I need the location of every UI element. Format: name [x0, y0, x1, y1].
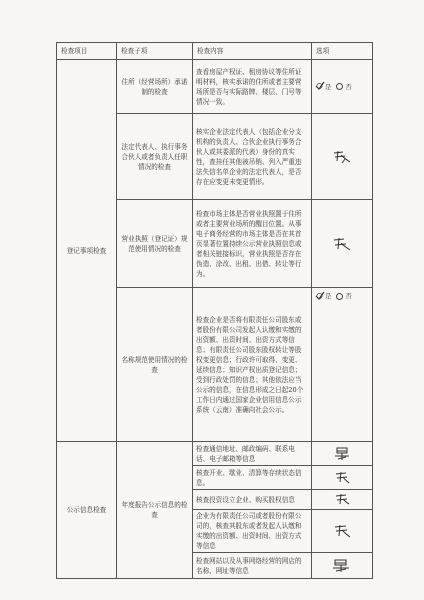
- checkmark-icon: [317, 294, 323, 299]
- inspection-form-table: [56, 42, 373, 579]
- option-yes-label: 是: [325, 292, 332, 300]
- option-no-label: 否: [345, 82, 352, 91]
- section-public-info-item: 公示信息检查: [57, 442, 117, 579]
- subitem-cell: 营业执照（登记证）规范使用情况的检查: [117, 200, 193, 288]
- handwritten-signature-icon: [333, 471, 351, 485]
- content-cell: 核查开业、歇业、清算等存续状态信息。: [193, 466, 312, 490]
- table-row: [57, 60, 373, 114]
- handwritten-signature-icon: [331, 558, 353, 574]
- handwritten-signature-icon: [332, 523, 352, 539]
- option-cell: [312, 200, 373, 288]
- handwritten-signature-icon: [333, 493, 351, 506]
- content-cell: 查看房屋产权证、租房协议等住所证明材料，核实承诺的住所或者主要营场所是否与实际路牌、楼层、门号等情况一致。: [193, 60, 312, 114]
- handwritten-signature-icon: [333, 446, 351, 462]
- option-cell: [312, 553, 373, 579]
- checkmark-icon: [317, 84, 323, 89]
- option-cell: [312, 60, 373, 114]
- header-inspection-item: 检查项目: [57, 43, 117, 60]
- content-cell: 检查通信地址、邮政编码、联系电话、电子邮箱等信息: [193, 442, 312, 466]
- header-inspection-subitem: 检查子项: [117, 43, 193, 60]
- content-cell: 检查网站以及从事网络经营的网店的名称、网址等信息: [193, 553, 312, 579]
- table-row: [57, 442, 373, 466]
- option-cell: [312, 114, 373, 200]
- handwritten-signature-icon: [331, 236, 353, 252]
- option-cell: [312, 288, 373, 442]
- subitem-cell: 法定代表人、执行事务合伙人或者负责人任职情况的检查: [117, 114, 193, 200]
- section-registration-item: 登记事项检查: [57, 60, 117, 442]
- yes-no-option: [317, 291, 369, 301]
- content-cell: 核查投资设立企业、购买股权信息: [193, 490, 312, 510]
- header-option: 选项: [312, 43, 373, 60]
- header-inspection-content: 检查内容: [193, 43, 312, 60]
- subitem-cell: 名称规范使用情况的检查: [117, 288, 193, 442]
- content-cell: 核实企业法定代表人（包括企业分支机构的负责人、合伙企业执行事务合伙人或其委派的代表）身份的真实性，查挂任其他被吊销、列入严重违法失信名单企业的法定代表人，是否存在应变更未变更情形。: [193, 114, 312, 200]
- option-no-label: 否: [345, 292, 352, 300]
- subitem-cell: 年度报告公示信息的检查: [117, 442, 193, 579]
- option-cell: [312, 442, 373, 466]
- content-cell: 检查企业是否将有限责任公司股东或者股份有限公司发起人认缴和实缴的出资额、出资时间、出资方式等信息；有限责任公司股东股权转让等股权变更信息；行政许可取得、变更、延续信息；知识产权出质登记信息；受到行政处罚的信息；其他依法应当公示的信息，在信息形成之日起20个工作日内通过国家企业信用信息公示系统（云南）准确向社会公示。: [193, 288, 312, 442]
- handwritten-signature-icon: [331, 149, 353, 165]
- table-header-row: [57, 43, 373, 60]
- option-cell: [312, 510, 373, 553]
- yes-no-option: [317, 82, 369, 92]
- option-cell: [312, 490, 373, 510]
- content-cell: 检查市场主体是否营业执照置于住所或者主要营业场所的醒目位置。从事电子商务经营的市场主体是否在其首页显著位置持续公示营业执照信息或者相关链接标识，营业执照是否存在伪造、涂改、出租、出借、转让等行为。: [193, 200, 312, 288]
- option-yes-label: 是: [325, 82, 332, 91]
- option-cell: [312, 466, 373, 490]
- radio-circle-icon: [336, 83, 343, 90]
- content-cell: 企业为有限责任公司或者股份有限公司的，核查其股东或者发起人认缴和实缴的出资额、出资时间、出资方式等信息: [193, 510, 312, 553]
- radio-circle-icon: [336, 293, 343, 300]
- subitem-cell: 住所（经营场所）承诺制的检查: [117, 60, 193, 114]
